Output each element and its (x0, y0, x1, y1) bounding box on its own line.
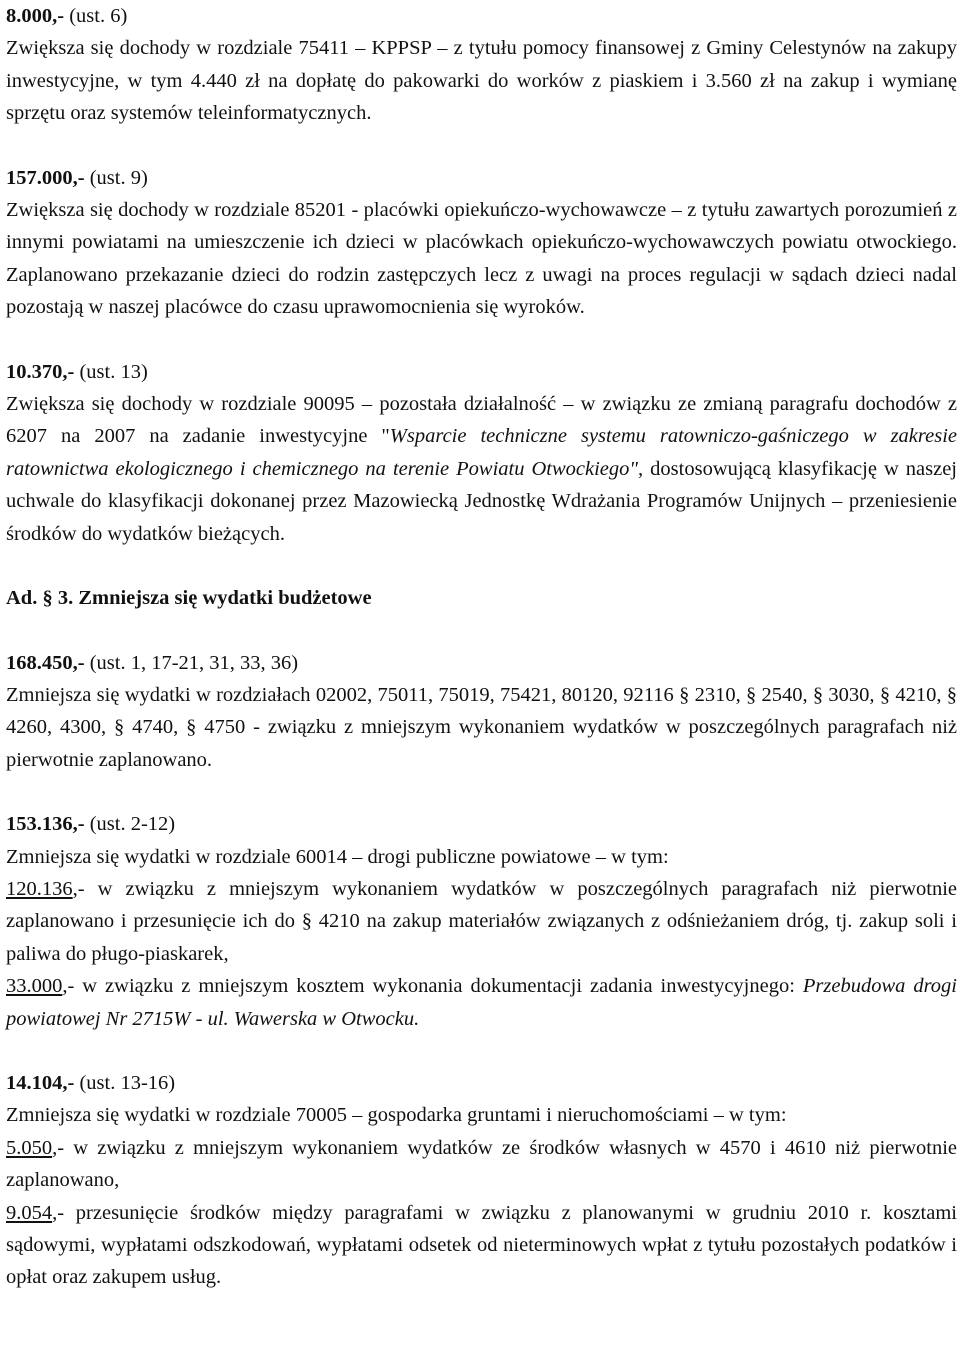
section-153136-intro: Zmniejsza się wydatki w rozdziale 60014 – drogi publiczne powiatowe – w tym: (6, 845, 669, 868)
reference: (ust. 9) (84, 166, 148, 189)
amount: 168.450,- (6, 651, 85, 674)
section-14104-intro: Zmniejsza się wydatki w rozdziale 70005 – gospodarka gruntami i nieruchomościami – w tym: (6, 1104, 787, 1127)
item-amount: 9.054 (6, 1201, 53, 1224)
section-14104-item-2: 9.054,- przesunięcie środków między paragrafami w związku z planowanymi w grudniu 2010 r. kosztami sądowymi, wypłatami odszkodowań, wypłatami odsetek od nieterminowych wpłat z tytułu pozostałych podatków i opłat oraz zakupem usług. (6, 1201, 957, 1289)
section-14104-heading (6, 1067, 957, 1099)
amount: 8.000,- (6, 5, 65, 27)
section-8000-heading (6, 0, 957, 32)
section-10370-text: Zwiększa się dochody w rozdziale 90095 – pozostała działalność – w związku ze zmianą paragrafu dochodów z 6207 na 2007 na zadanie inwestycyjne "Wsparcie techniczne systemu ratowniczo-gaśniczego w zakresie ratownictwa ekologicznego i chemicznego na terenie Powiatu Otwockiego", dostosowującą klasyfikację w naszej uchwale do klasyfikacji dokonanej przez Mazowiecką Jednostkę Wdrażania Programów Unijnych – przeniesienie środków do wydatków bieżących. (6, 393, 958, 545)
section-10370-heading (6, 356, 957, 388)
item-amount: 5.050 (6, 1136, 53, 1159)
section-153136-item-2: 33.000,- w związku z mniejszym kosztem wykonania dokumentacji zadania inwestycyjnego: Przebudowa drogi powiatowej Nr 2715W - ul. Wawerska w Otwocku. (6, 975, 957, 1030)
reference: (ust. 13-16) (74, 1071, 176, 1094)
section-157000-text: Zwiększa się dochody w rozdziale 85201 - placówki opiekuńczo-wychowawcze – z tytułu zawartych porozumień z innymi powiatami na umieszczenie ich dzieci w placówkach opiekuńczo-wychowawczych powiatu otwockiego. Zaplanowano przekazanie dzieci do rodzin zastępczych lecz z uwagi na proces regulacji w sądach dzieci nadal pozostają w naszej placówce do czasu uprawomocnienia się wyroków. (6, 199, 957, 319)
section-157000-heading (6, 162, 957, 194)
section-168450-text: Zmniejsza się wydatki w rozdziałach 02002, 75011, 75019, 75421, 80120, 92116 § 2310, § 2540, § 3030, § 4210, § 4260, 4300, § 4740, § 4750 - związku z mniejszym wykonaniem wydatków w poszczególnych paragrafach niż pierwotnie zaplanowano. (6, 683, 957, 771)
reference: (ust. 13) (74, 360, 148, 383)
section-168450-heading (6, 647, 957, 679)
reference: (ust. 2-12) (84, 813, 176, 836)
section-heading-ad-3: Ad. § 3. Zmniejsza się wydatki budżetowe (6, 587, 372, 610)
amount: 10.370,- (6, 360, 75, 383)
reference: (ust. 1, 17-21, 31, 33, 36) (84, 651, 299, 674)
item-amount: 120.136 (6, 877, 73, 900)
amount: 157.000,- (6, 166, 85, 189)
amount: 153.136,- (6, 813, 85, 836)
section-153136-heading (6, 808, 957, 840)
section-153136-item-1: 120.136,- w związku z mniejszym wykonaniem wydatków w poszczególnych paragrafach niż pierwotnie zaplanowano i przesunięcie ich do § 4210 na zakup materiałów związanych z odśnieżaniem dróg, tj. zakup soli i paliwa do pługo-piaskarek, (6, 877, 957, 965)
item-amount: 33.000 (6, 975, 63, 998)
section-14104-item-1: 5.050,- w związku z mniejszym wykonaniem wydatków ze środków własnych w 4570 i 4610 niż pierwotnie zaplanowano, (6, 1136, 957, 1192)
amount: 14.104,- (6, 1071, 75, 1094)
reference: (ust. 6) (64, 5, 128, 27)
section-8000-text: Zwiększa się dochody w rozdziale 75411 – KPPSP – z tytułu pomocy finansowej z Gminy Celestynów na zakupy inwestycyjne, w tym 4.440 zł na dopłatę do pakowarki do worków z piaskiem i 3.560 zł na zakup i wymianę sprzętu oraz systemów teleinformatycznych. (6, 37, 957, 125)
